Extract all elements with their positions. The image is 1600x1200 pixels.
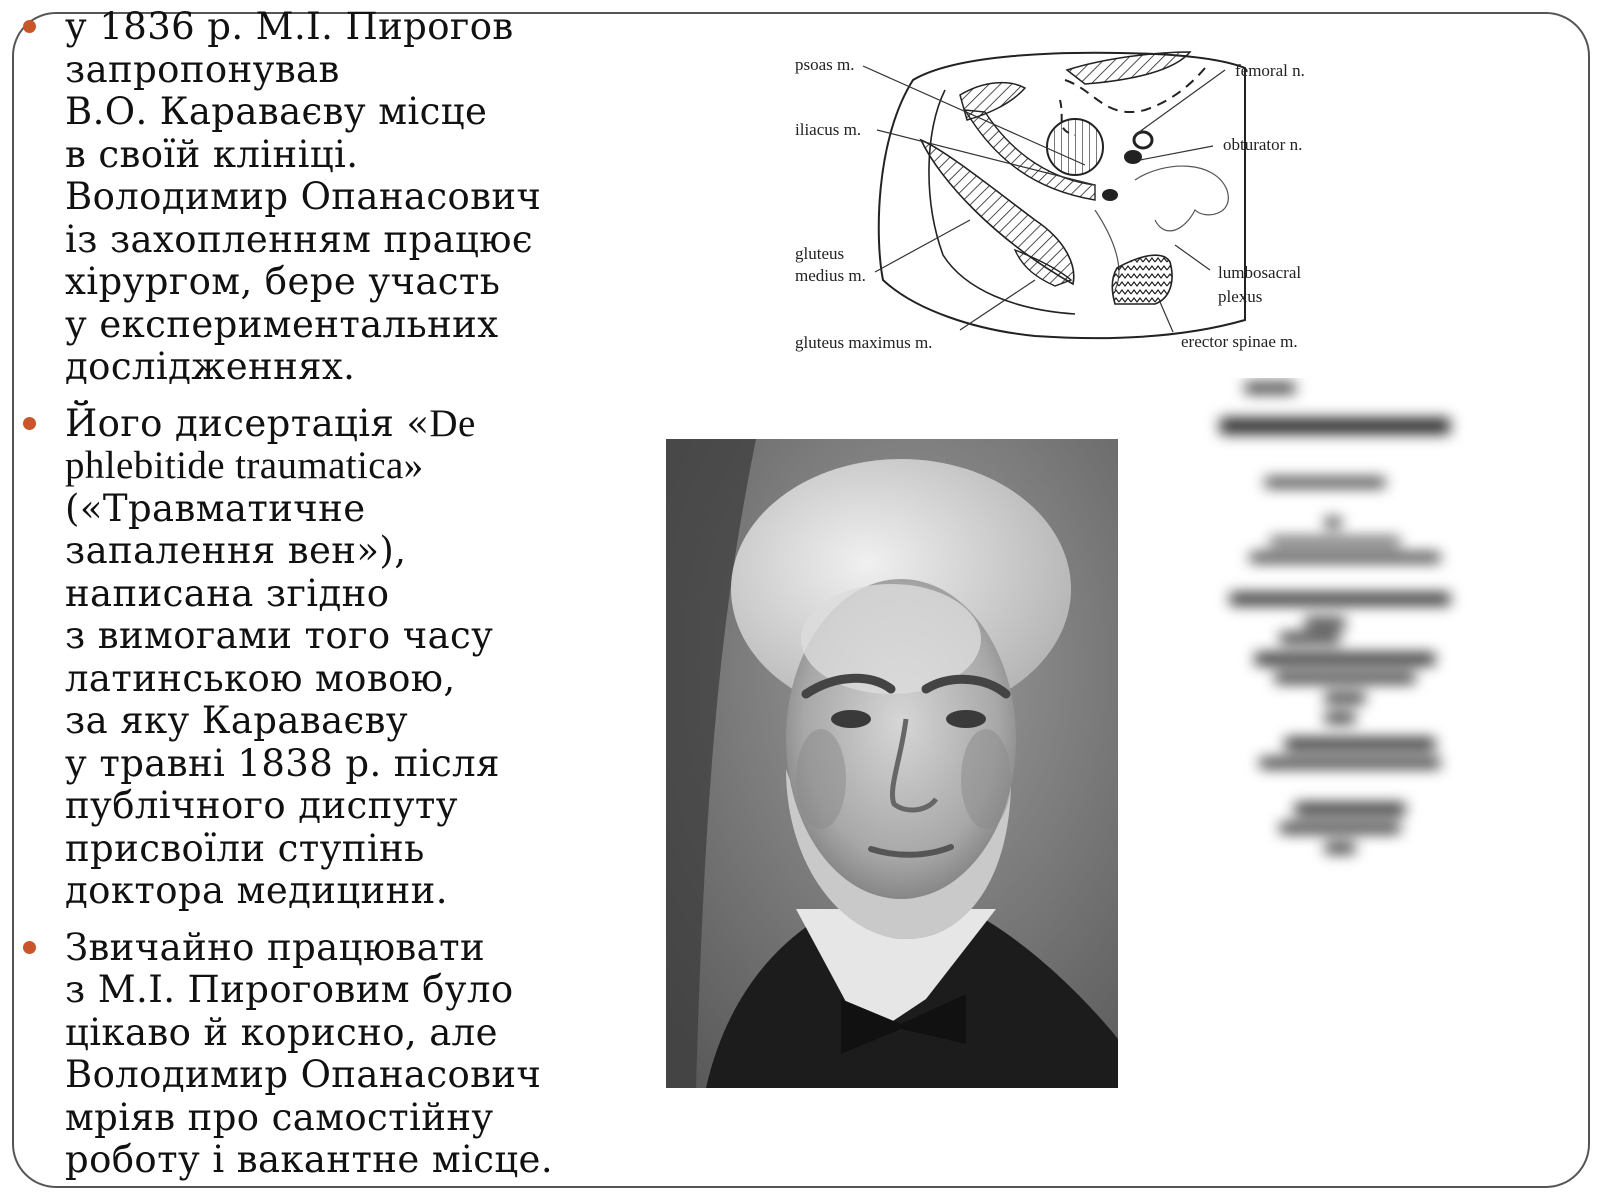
label-iliacus: iliacus m. [795, 120, 862, 139]
text-line: доктора медицини. [65, 869, 448, 912]
text-line: із захопленням працює [65, 217, 533, 261]
text-line: роботу і вакантне місце. [65, 1138, 554, 1181]
portrait-photo [666, 439, 1118, 1088]
dissertation-intro: Його дисертація « [65, 401, 430, 445]
nerve-dot [1124, 150, 1142, 164]
eye [831, 710, 871, 728]
text-line: публічного диспуту [65, 784, 458, 827]
text-line: написана згідно [65, 571, 390, 615]
latin-title-part: De [429, 401, 476, 445]
psoas-shape [1067, 52, 1190, 84]
bullet-dot-icon [23, 20, 36, 33]
text-line: Звичайно працювати [65, 925, 486, 969]
eye [946, 710, 986, 728]
label-femoral: femoral n. [1235, 61, 1305, 80]
bullet-item-3 [18, 927, 598, 1182]
text-line: присвоїли ступінь [65, 826, 425, 870]
label-obturator: obturator n. [1223, 135, 1303, 154]
pelvis-outline [1135, 166, 1228, 231]
label-lumbosacral: plexus [1218, 287, 1263, 306]
bullet-dot-icon [23, 941, 36, 954]
text-line: латинською мовою, [65, 656, 456, 700]
erector-spinae-shape [1112, 255, 1172, 304]
nerve-dot [1102, 189, 1118, 201]
text-column [18, 6, 598, 1182]
bullet-item-1 [18, 6, 598, 389]
text-line: Володимир Опанасович [65, 1053, 542, 1096]
text-line: цікаво й корисно, але [65, 1010, 498, 1054]
femoral-vessel [1047, 119, 1103, 175]
text-line: хірургом, бере участь [65, 260, 501, 303]
text-line: мріяв про самостійну [65, 1095, 494, 1139]
text-line: Володимир Опанасович [65, 175, 542, 218]
label-psoas: psoas m. [795, 55, 855, 74]
label-lumbosacral: lumbosacral [1218, 263, 1302, 282]
text-line: з М.І. Пироговим було [65, 968, 514, 1011]
latin-title-part: phlebitide traumatica» [65, 444, 424, 487]
text-line: дослідженнях. [65, 345, 356, 388]
text-line: («Травматичне [65, 486, 366, 530]
text-line: запалення вен»), [65, 529, 407, 572]
text-line: у експериментальних [65, 302, 499, 346]
label-gluteus-maximus: gluteus maximus m. [795, 333, 933, 352]
text-line: запропонував [65, 47, 340, 91]
text-line: у травні 1838 р. після [65, 741, 500, 785]
text-line: з вимогами того часу [65, 614, 494, 657]
bullet-item-2 [18, 403, 598, 913]
text-line: у 1836 р. М.І. Пирогов [65, 5, 514, 48]
text-line: В.О. Караваєву місце [65, 90, 488, 133]
bullet-dot-icon [23, 417, 36, 430]
anatomy-diagram [795, 40, 1355, 370]
label-erector-spinae: erector spinae m. [1181, 332, 1298, 351]
label-gluteus-medius: gluteus [795, 244, 845, 263]
text-line: в своїй клініці. [65, 132, 359, 176]
blurred-document-image [1185, 378, 1535, 928]
text-line [65, 403, 598, 446]
text-line: за яку Караваєву [65, 699, 409, 742]
label-gluteus-medius: medius m. [795, 266, 866, 285]
